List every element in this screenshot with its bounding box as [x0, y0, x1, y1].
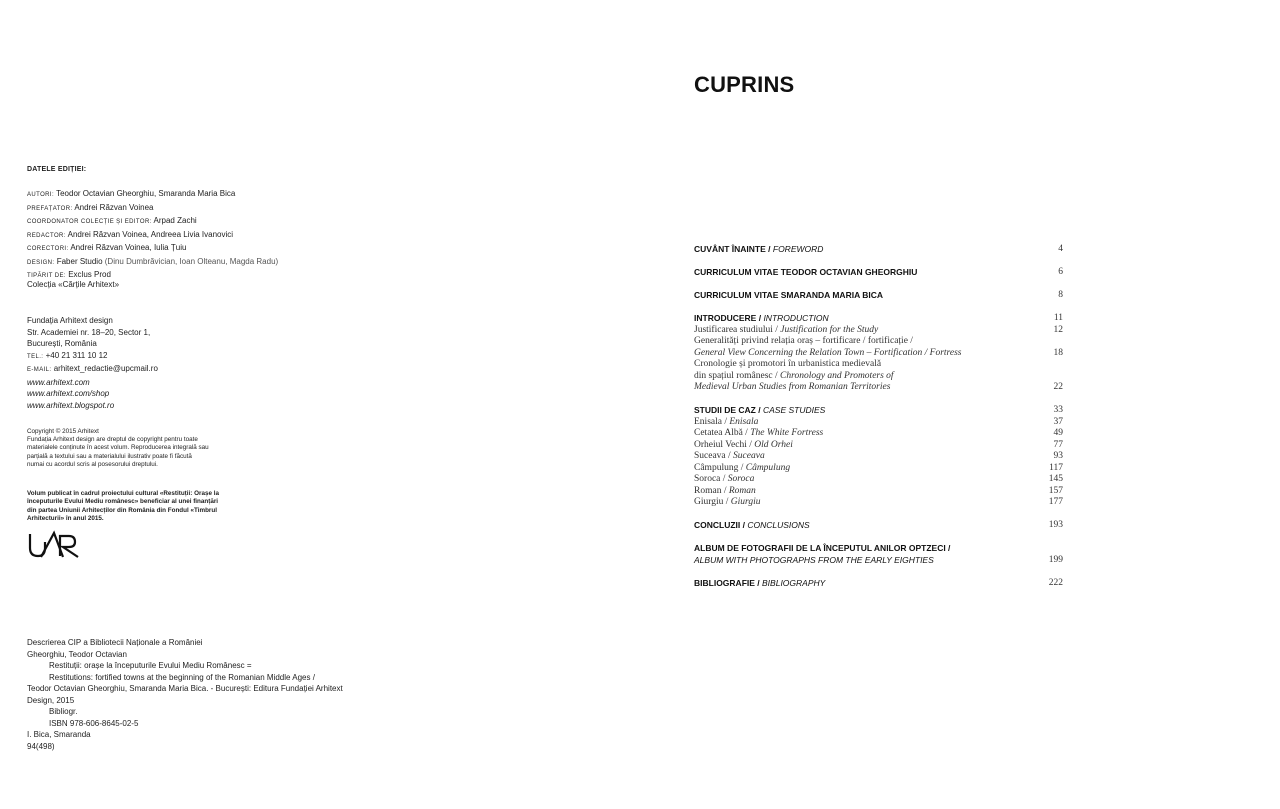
toc-entry[interactable]: Roman / Roman 157: [694, 485, 1063, 496]
uar-logo: [27, 530, 81, 565]
credit-row: COORDONATOR COLECȚIE ȘI EDITOR: Arpad Zachi: [27, 216, 197, 225]
toc-entry[interactable]: Orheiul Vechi / Old Orhei 77: [694, 439, 1063, 450]
toc-entry[interactable]: Giurgiu / Giurgiu 177: [694, 497, 1063, 507]
edition-heading: DATELE EDIȚIEI:: [27, 166, 87, 173]
credit-row: CORECTORI: Andrei Răzvan Voinea, Iulia Țuiu: [27, 243, 187, 252]
blog-link[interactable]: www.arhitext.blogspot.ro: [27, 400, 115, 410]
copyright-notice: Copyright © 2015 Arhitext Fundația Arhitext design are dreptul de copyright pentru toate materialele conținute în acest volum. Reproducerea integrală sau parțială a textului sau a materialului ilustrativ poate fi făcută numai cu acordul scris al posesorului dreptului.: [27, 428, 209, 468]
toc-section-introduction: [694, 313, 1063, 394]
toc-section-bibliography[interactable]: BIBLIOGRAFIE / BIBLIOGRAPHY 222: [694, 577, 1063, 588]
toc-section-conclusions[interactable]: CONCLUZII / CONCLUSIONS 193: [694, 520, 1063, 530]
cip-description: Descrierea CIP a Bibliotecii Naționale a României Gheorghiu, Teodor Octavian Restituții: orașe la începuturile Evului Mediu Românesc = Restitutions: fortified towns at the beginning of the Romanian Middle Ages / Teodor Octavian Gheorghiu, Smaranda Maria Bica. - București: Editura Fundației Arhitext Design, 2015 Bibliogr. ISBN 978-606-8645-02-5 I. Bica, Smaranda 94(498): [27, 638, 343, 751]
collection-name: Colecția «Cărțile Arhitext»: [27, 280, 120, 289]
credit-row: PREFAȚATOR: Andrei Răzvan Voinea: [27, 202, 154, 212]
toc-entry[interactable]: Cronologie și promotori în urbanistica medievală: [694, 359, 882, 369]
table-of-contents: [694, 244, 1063, 601]
publisher-address: [27, 315, 158, 411]
toc-entry[interactable]: Enisala / Enisala 37: [694, 416, 1063, 427]
credits-list: [27, 188, 357, 283]
toc-section-cv-bica[interactable]: CURRICULUM VITAE SMARANDA MARIA BICA 8: [694, 290, 1063, 300]
page-title: CUPRINS: [694, 72, 795, 97]
toc-entry[interactable]: Suceava / Suceava 93: [694, 451, 1063, 461]
credit-row: DESIGN: Faber Studio (Dinu Dumbrăvician, Ioan Olteanu, Magda Radu): [27, 256, 279, 266]
toc-section-album[interactable]: ALBUM DE FOTOGRAFII DE LA ÎNCEPUTUL ANILOR OPTZECI / ALBUM WITH PHOTOGRAPHS FROM THE EARLY EIGHTIES 199: [694, 543, 1063, 565]
credit-row: AUTORI: Teodor Octavian Gheorghiu, Smaranda Maria Bica: [27, 189, 236, 198]
volume-note: Volum publicat în cadrul proiectului cultural «Restituții: Orașe la începuturile Evului Mediu românesc» beneficiar al unei finanțări din partea Uniunii Arhitecților din România din Fondul «Timbrul Arhitecturii» în anul 2015.: [27, 490, 219, 522]
org-name: Fundația Arhitext design: [27, 316, 113, 325]
toc-entry[interactable]: Soroca / Soroca 145: [694, 474, 1063, 484]
toc-entry[interactable]: Câmpulung / Câmpulung 117: [694, 462, 1063, 473]
toc-section-foreword[interactable]: CUVÂNT ÎNAINTE / FOREWORD 4: [694, 244, 1063, 254]
credit-row: TIPĂRIT DE: Exclus Prod: [27, 270, 111, 279]
toc-section-cv-gheorghiu[interactable]: CURRICULUM VITAE TEODOR OCTAVIAN GHEORGHIU 6: [694, 267, 1063, 277]
toc-entry[interactable]: STUDII DE CAZ / CASE STUDIES 33: [694, 405, 1063, 415]
email-link[interactable]: arhitext_redactie@upcmail.ro: [53, 364, 158, 373]
phone: TEL.: +40 21 311 10 12: [27, 350, 108, 360]
shop-link[interactable]: www.arhitext.com/shop: [27, 389, 110, 398]
toc-entry[interactable]: General View Concerning the Relation Town – Fortification / Fortress 18: [694, 347, 1063, 358]
city: București, România: [27, 339, 97, 348]
toc-entry[interactable]: Cetatea Albă / The White Fortress 49: [694, 428, 1063, 438]
street: Str. Academiei nr. 18–20, Sector 1,: [27, 327, 151, 337]
toc-entry[interactable]: din spațiul românesc / Chronology and Promoters of: [694, 370, 894, 381]
website-link[interactable]: www.arhitext.com: [27, 377, 90, 387]
toc-entry[interactable]: INTRODUCERE / INTRODUCTION 11: [694, 313, 1063, 323]
toc-entry[interactable]: Justificarea studiului / Justification for the Study 12: [694, 324, 1063, 335]
email: E-MAIL: arhitext_redactie@upcmail.ro: [27, 364, 158, 373]
toc-section-case-studies: [694, 405, 1063, 509]
credit-row: REDACTOR: Andrei Răzvan Voinea, Andreea Livia Ivanovici: [27, 229, 234, 239]
toc-entry[interactable]: Medieval Urban Studies from Romanian Territories 22: [694, 382, 1063, 392]
toc-entry[interactable]: Generalități privind relația oraș – fortificare / fortificație /: [694, 336, 913, 346]
